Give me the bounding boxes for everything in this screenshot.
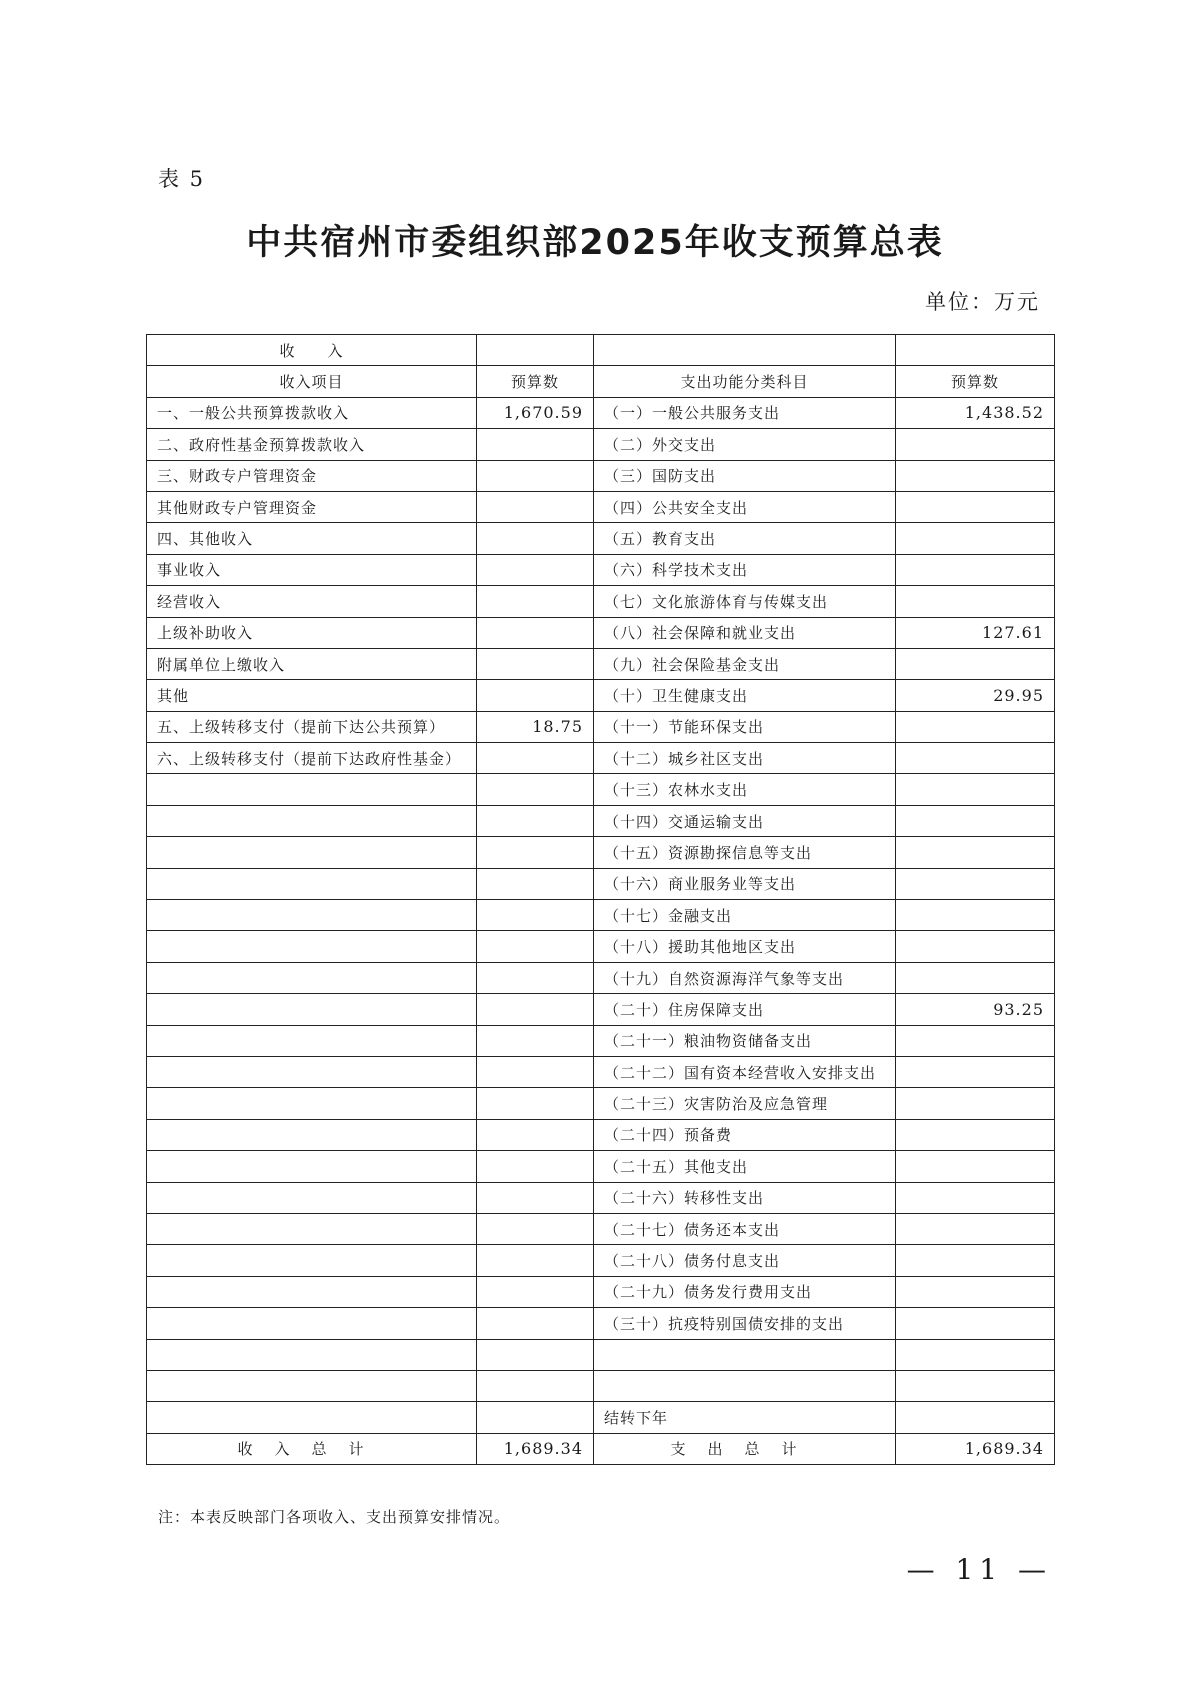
income-amount-cell xyxy=(477,962,594,993)
table-row xyxy=(147,1056,1055,1087)
expense-amount-cell xyxy=(896,1182,1055,1213)
header-row-group xyxy=(147,335,1055,366)
income-item-cell: 二、政府性基金预算拨款收入 xyxy=(147,429,477,460)
expense-amount-cell xyxy=(896,743,1055,774)
empty-header-cell xyxy=(896,335,1055,366)
expense-item-cell: （九）社会保险基金支出 xyxy=(594,648,896,679)
table-row xyxy=(147,805,1055,836)
header-row-columns xyxy=(147,366,1055,397)
expense-amount-cell xyxy=(896,900,1055,931)
income-amount-cell xyxy=(477,1182,594,1213)
expense-item-cell: （四）公共安全支出 xyxy=(594,491,896,522)
expense-amount-cell xyxy=(896,1276,1055,1307)
unit-label: 单位：万元 xyxy=(925,290,1040,314)
income-amount-cell xyxy=(477,1370,594,1401)
footnote: 注：本表反映部门各项收入、支出预算安排情况。 xyxy=(158,1508,511,1526)
table-row xyxy=(147,931,1055,962)
income-item-cell xyxy=(147,837,477,868)
table-row xyxy=(147,711,1055,742)
expense-item-cell: （三）国防支出 xyxy=(594,460,896,491)
expense-amount-cell xyxy=(896,1308,1055,1339)
income-item-cell: 六、上级转移支付（提前下达政府性基金） xyxy=(147,743,477,774)
income-amount-cell xyxy=(477,900,594,931)
expense-amount-cell xyxy=(896,711,1055,742)
empty-header-cell xyxy=(594,335,896,366)
income-item-cell: 一、一般公共预算拨款收入 xyxy=(147,397,477,428)
expense-item-cell: （八）社会保障和就业支出 xyxy=(594,617,896,648)
expense-item-cell: （二十三）灾害防治及应急管理 xyxy=(594,1088,896,1119)
expense-item-header: 支出功能分类科目 xyxy=(594,366,896,397)
income-total-label: 收入总计 xyxy=(147,1433,477,1464)
expense-amount-cell xyxy=(896,837,1055,868)
expense-amount-cell xyxy=(896,774,1055,805)
table-row xyxy=(147,962,1055,993)
income-item-cell xyxy=(147,994,477,1025)
expense-item-cell: （二十四）预备费 xyxy=(594,1119,896,1150)
page-number: — 11 — xyxy=(906,1553,1052,1586)
income-amount-cell xyxy=(477,617,594,648)
income-amount-cell xyxy=(477,1276,594,1307)
income-amount-cell xyxy=(477,554,594,585)
income-item-cell xyxy=(147,1339,477,1370)
income-item-cell: 事业收入 xyxy=(147,554,477,585)
table-row xyxy=(147,554,1055,585)
income-amount-cell xyxy=(477,460,594,491)
table-row xyxy=(147,1151,1055,1182)
income-amount-cell xyxy=(477,837,594,868)
table-row xyxy=(147,1213,1055,1244)
income-item-cell: 三、财政专户管理资金 xyxy=(147,460,477,491)
expense-amount-cell xyxy=(896,1339,1055,1370)
income-item-cell: 经营收入 xyxy=(147,586,477,617)
expense-amount-cell: 29.95 xyxy=(896,680,1055,711)
income-item-cell: 附属单位上缴收入 xyxy=(147,648,477,679)
expense-item-cell: （五）教育支出 xyxy=(594,523,896,554)
income-item-cell: 其他 xyxy=(147,680,477,711)
income-item-cell xyxy=(147,900,477,931)
expense-amount-cell xyxy=(896,1088,1055,1119)
table-row xyxy=(147,1339,1055,1370)
income-total-value: 1,689.34 xyxy=(477,1433,594,1464)
expense-item-cell: （十九）自然资源海洋气象等支出 xyxy=(594,962,896,993)
expense-amount-cell xyxy=(896,1245,1055,1276)
table-row xyxy=(147,491,1055,522)
expense-amount-cell xyxy=(896,962,1055,993)
income-item-cell xyxy=(147,774,477,805)
expense-amount-cell xyxy=(896,429,1055,460)
table-row xyxy=(147,1402,1055,1433)
expense-amount-cell xyxy=(896,1151,1055,1182)
income-item-cell xyxy=(147,1276,477,1307)
income-item-cell xyxy=(147,1370,477,1401)
expense-item-cell xyxy=(594,1370,896,1401)
income-item-cell xyxy=(147,1245,477,1276)
income-item-cell xyxy=(147,1402,477,1433)
expense-item-cell: （十六）商业服务业等支出 xyxy=(594,868,896,899)
income-amount-cell xyxy=(477,491,594,522)
income-amount-cell xyxy=(477,586,594,617)
expense-amount-cell xyxy=(896,1025,1055,1056)
expense-item-cell: （二十七）债务还本支出 xyxy=(594,1213,896,1244)
table-row xyxy=(147,837,1055,868)
table-row xyxy=(147,868,1055,899)
expense-amount-cell xyxy=(896,805,1055,836)
expense-item-cell: （十七）金融支出 xyxy=(594,900,896,931)
budget-table xyxy=(146,334,1055,1465)
expense-item-cell: （二十）住房保障支出 xyxy=(594,994,896,1025)
income-amount-cell xyxy=(477,1339,594,1370)
income-amount-cell xyxy=(477,1151,594,1182)
income-item-cell xyxy=(147,1213,477,1244)
income-amount-cell xyxy=(477,1213,594,1244)
expense-item-cell: （二十九）债务发行费用支出 xyxy=(594,1276,896,1307)
table-row xyxy=(147,460,1055,491)
table-row xyxy=(147,1088,1055,1119)
expense-amount-cell: 1,438.52 xyxy=(896,397,1055,428)
expense-item-cell: （二十六）转移性支出 xyxy=(594,1182,896,1213)
expense-amount-cell xyxy=(896,648,1055,679)
table-row xyxy=(147,1370,1055,1401)
expense-amount-cell xyxy=(896,931,1055,962)
expense-item-cell: （二十二）国有资本经营收入安排支出 xyxy=(594,1056,896,1087)
income-amount-cell xyxy=(477,994,594,1025)
expense-item-cell: （二十一）粮油物资储备支出 xyxy=(594,1025,896,1056)
income-amount-cell xyxy=(477,1402,594,1433)
table-row xyxy=(147,1308,1055,1339)
income-item-cell: 其他财政专户管理资金 xyxy=(147,491,477,522)
expense-item-cell: 结转下年 xyxy=(594,1402,896,1433)
table-row xyxy=(147,774,1055,805)
table-row xyxy=(147,648,1055,679)
income-item-header: 收入项目 xyxy=(147,366,477,397)
totals-row xyxy=(147,1433,1055,1464)
table-row xyxy=(147,523,1055,554)
income-item-cell xyxy=(147,962,477,993)
income-amount-cell xyxy=(477,931,594,962)
income-item-cell: 上级补助收入 xyxy=(147,617,477,648)
expense-item-cell: （三十）抗疫特别国债安排的支出 xyxy=(594,1308,896,1339)
table-label: 表 5 xyxy=(158,167,206,191)
expense-amount-cell xyxy=(896,554,1055,585)
table-row xyxy=(147,1025,1055,1056)
table-row xyxy=(147,1276,1055,1307)
income-amount-cell xyxy=(477,680,594,711)
table-row xyxy=(147,586,1055,617)
income-item-cell: 四、其他收入 xyxy=(147,523,477,554)
income-item-cell xyxy=(147,1088,477,1119)
income-amount-cell xyxy=(477,1088,594,1119)
expense-amount-cell xyxy=(896,1402,1055,1433)
expense-item-cell: （十五）资源勘探信息等支出 xyxy=(594,837,896,868)
expense-total-label: 支出总计 xyxy=(594,1433,896,1464)
income-item-cell xyxy=(147,1308,477,1339)
income-item-cell xyxy=(147,1151,477,1182)
expense-item-cell: （二十八）债务付息支出 xyxy=(594,1245,896,1276)
expense-item-cell: （十三）农林水支出 xyxy=(594,774,896,805)
expense-amount-cell xyxy=(896,1119,1055,1150)
income-amount-header: 预算数 xyxy=(477,366,594,397)
expense-amount-cell: 93.25 xyxy=(896,994,1055,1025)
expense-item-cell: （十八）援助其他地区支出 xyxy=(594,931,896,962)
expense-amount-cell xyxy=(896,1213,1055,1244)
income-amount-cell xyxy=(477,1025,594,1056)
table-row xyxy=(147,429,1055,460)
expense-amount-cell xyxy=(896,460,1055,491)
table-row xyxy=(147,617,1055,648)
income-amount-cell xyxy=(477,1119,594,1150)
expense-item-cell: （十四）交通运输支出 xyxy=(594,805,896,836)
expense-amount-cell xyxy=(896,523,1055,554)
income-amount-cell: 18.75 xyxy=(477,711,594,742)
table-row xyxy=(147,397,1055,428)
expense-amount-cell xyxy=(896,1370,1055,1401)
expense-amount-header: 预算数 xyxy=(896,366,1055,397)
expense-amount-cell xyxy=(896,586,1055,617)
table-row xyxy=(147,1182,1055,1213)
income-amount-cell xyxy=(477,1245,594,1276)
expense-item-cell: （六）科学技术支出 xyxy=(594,554,896,585)
expense-item-cell: （十）卫生健康支出 xyxy=(594,680,896,711)
income-item-cell xyxy=(147,1056,477,1087)
income-amount-cell: 1,670.59 xyxy=(477,397,594,428)
table-row xyxy=(147,743,1055,774)
expense-item-cell: （七）文化旅游体育与传媒支出 xyxy=(594,586,896,617)
income-amount-cell xyxy=(477,805,594,836)
income-item-cell: 五、上级转移支付（提前下达公共预算） xyxy=(147,711,477,742)
income-item-cell xyxy=(147,1025,477,1056)
expense-item-cell: （十一）节能环保支出 xyxy=(594,711,896,742)
expense-amount-cell xyxy=(896,491,1055,522)
expense-item-cell: （二）外交支出 xyxy=(594,429,896,460)
expense-item-cell: （二十五）其他支出 xyxy=(594,1151,896,1182)
table-row xyxy=(147,1119,1055,1150)
expense-total-value: 1,689.34 xyxy=(896,1433,1055,1464)
income-item-cell xyxy=(147,868,477,899)
table-row xyxy=(147,900,1055,931)
income-amount-cell xyxy=(477,648,594,679)
income-amount-cell xyxy=(477,1308,594,1339)
income-amount-cell xyxy=(477,429,594,460)
expense-amount-cell: 127.61 xyxy=(896,617,1055,648)
expense-item-cell: （十二）城乡社区支出 xyxy=(594,743,896,774)
expense-item-cell: （一）一般公共服务支出 xyxy=(594,397,896,428)
income-amount-cell xyxy=(477,868,594,899)
income-item-cell xyxy=(147,805,477,836)
income-item-cell xyxy=(147,931,477,962)
income-amount-cell xyxy=(477,523,594,554)
income-amount-cell xyxy=(477,743,594,774)
income-item-cell xyxy=(147,1182,477,1213)
income-item-cell xyxy=(147,1119,477,1150)
income-amount-cell xyxy=(477,774,594,805)
page-title: 中共宿州市委组织部2025年收支预算总表 xyxy=(246,223,944,263)
expense-amount-cell xyxy=(896,1056,1055,1087)
income-amount-cell xyxy=(477,1056,594,1087)
income-group-header: 收 入 xyxy=(147,335,477,366)
table-row xyxy=(147,994,1055,1025)
table-row xyxy=(147,680,1055,711)
expense-amount-cell xyxy=(896,868,1055,899)
expense-item-cell xyxy=(594,1339,896,1370)
empty-header-cell xyxy=(477,335,594,366)
table-row xyxy=(147,1245,1055,1276)
